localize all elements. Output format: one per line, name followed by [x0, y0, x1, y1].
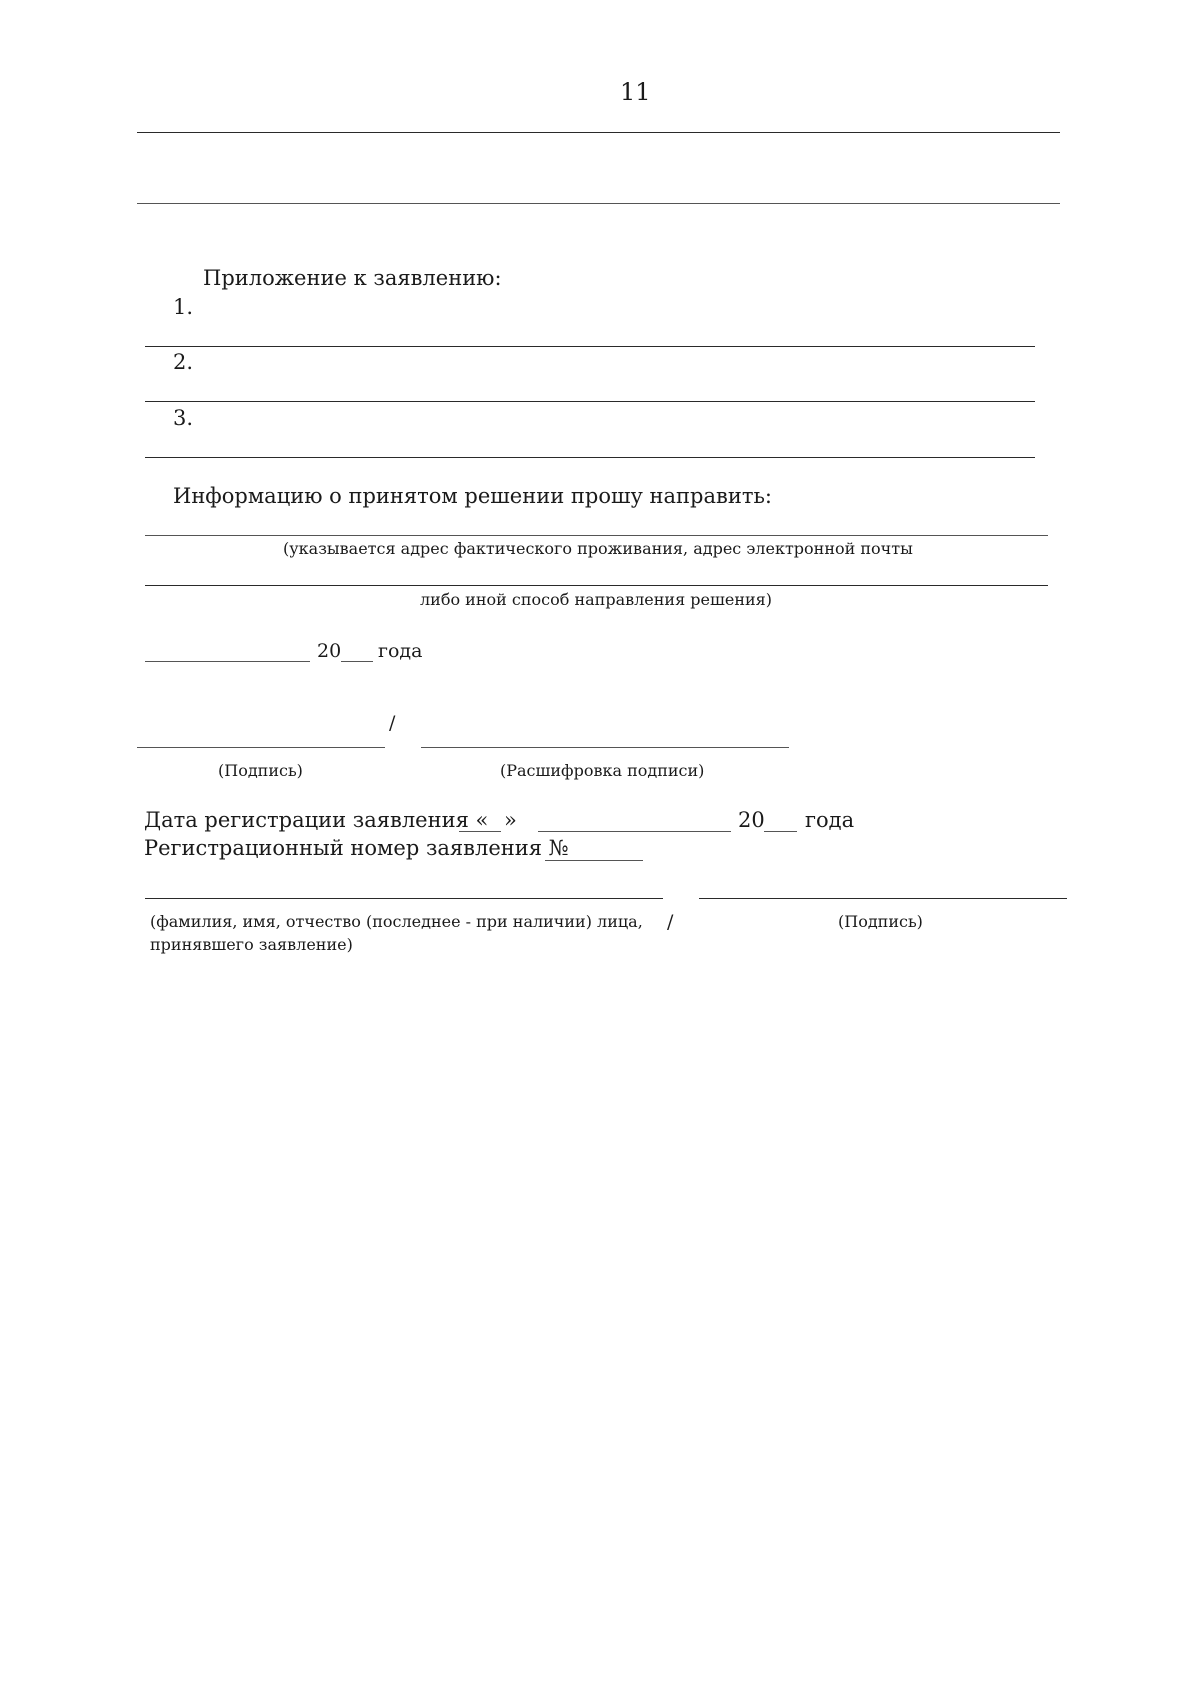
attachments-title: Приложение к заявлению: — [203, 266, 502, 290]
signature-line[interactable] — [137, 747, 385, 748]
registration-year-prefix: 20 — [738, 808, 765, 832]
decision-address-line-1[interactable] — [145, 535, 1048, 536]
decision-info-label: Информацию о принятом решении прошу направить: — [173, 484, 772, 508]
registration-month-line[interactable] — [538, 831, 731, 832]
attachment-item-1-line[interactable] — [145, 346, 1035, 347]
receiver-name-line[interactable] — [145, 898, 663, 899]
receiver-signature-line[interactable] — [699, 898, 1067, 899]
decision-hint-line-1: (указывается адрес фактического проживания, адрес электронной почты — [283, 539, 913, 558]
receiver-slash: / — [667, 911, 674, 933]
receiver-name-label-line-1: (фамилия, имя, отчество (последнее - при наличии) лица, — [150, 912, 643, 931]
signature-decode-line[interactable] — [421, 747, 789, 748]
registration-day-line[interactable] — [459, 831, 501, 832]
blank-line-2[interactable] — [137, 203, 1060, 204]
decision-address-line-2[interactable] — [145, 585, 1048, 586]
receiver-name-label-line-2: принявшего заявление) — [150, 935, 353, 954]
registration-date-close: » — [504, 808, 517, 832]
attachment-item-2-line[interactable] — [145, 401, 1035, 402]
registration-year-suffix: года — [805, 808, 855, 832]
page-number: 11 — [620, 78, 651, 106]
registration-number-label: Регистрационный номер заявления № — [144, 836, 569, 860]
registration-date-label: Дата регистрации заявления « — [144, 808, 489, 832]
registration-number-line[interactable] — [545, 860, 643, 861]
signature-decode-label: (Расшифровка подписи) — [500, 761, 705, 780]
date-year-suffix: года — [378, 640, 423, 662]
receiver-signature-label: (Подпись) — [838, 912, 923, 931]
decision-hint-line-2: либо иной способ направления решения) — [420, 590, 772, 609]
blank-line-1[interactable] — [137, 132, 1060, 133]
signature-slash: / — [389, 712, 396, 734]
attachment-item-3-line[interactable] — [145, 457, 1035, 458]
date-year-prefix: 20 — [317, 640, 342, 662]
date-year-line[interactable] — [341, 661, 373, 662]
date-day-month-line[interactable] — [145, 661, 310, 662]
attachment-item-3-number: 3. — [173, 406, 194, 430]
attachment-item-1-number: 1. — [173, 295, 194, 319]
registration-year-line[interactable] — [764, 831, 797, 832]
attachment-item-2-number: 2. — [173, 350, 194, 374]
signature-label: (Подпись) — [218, 761, 303, 780]
